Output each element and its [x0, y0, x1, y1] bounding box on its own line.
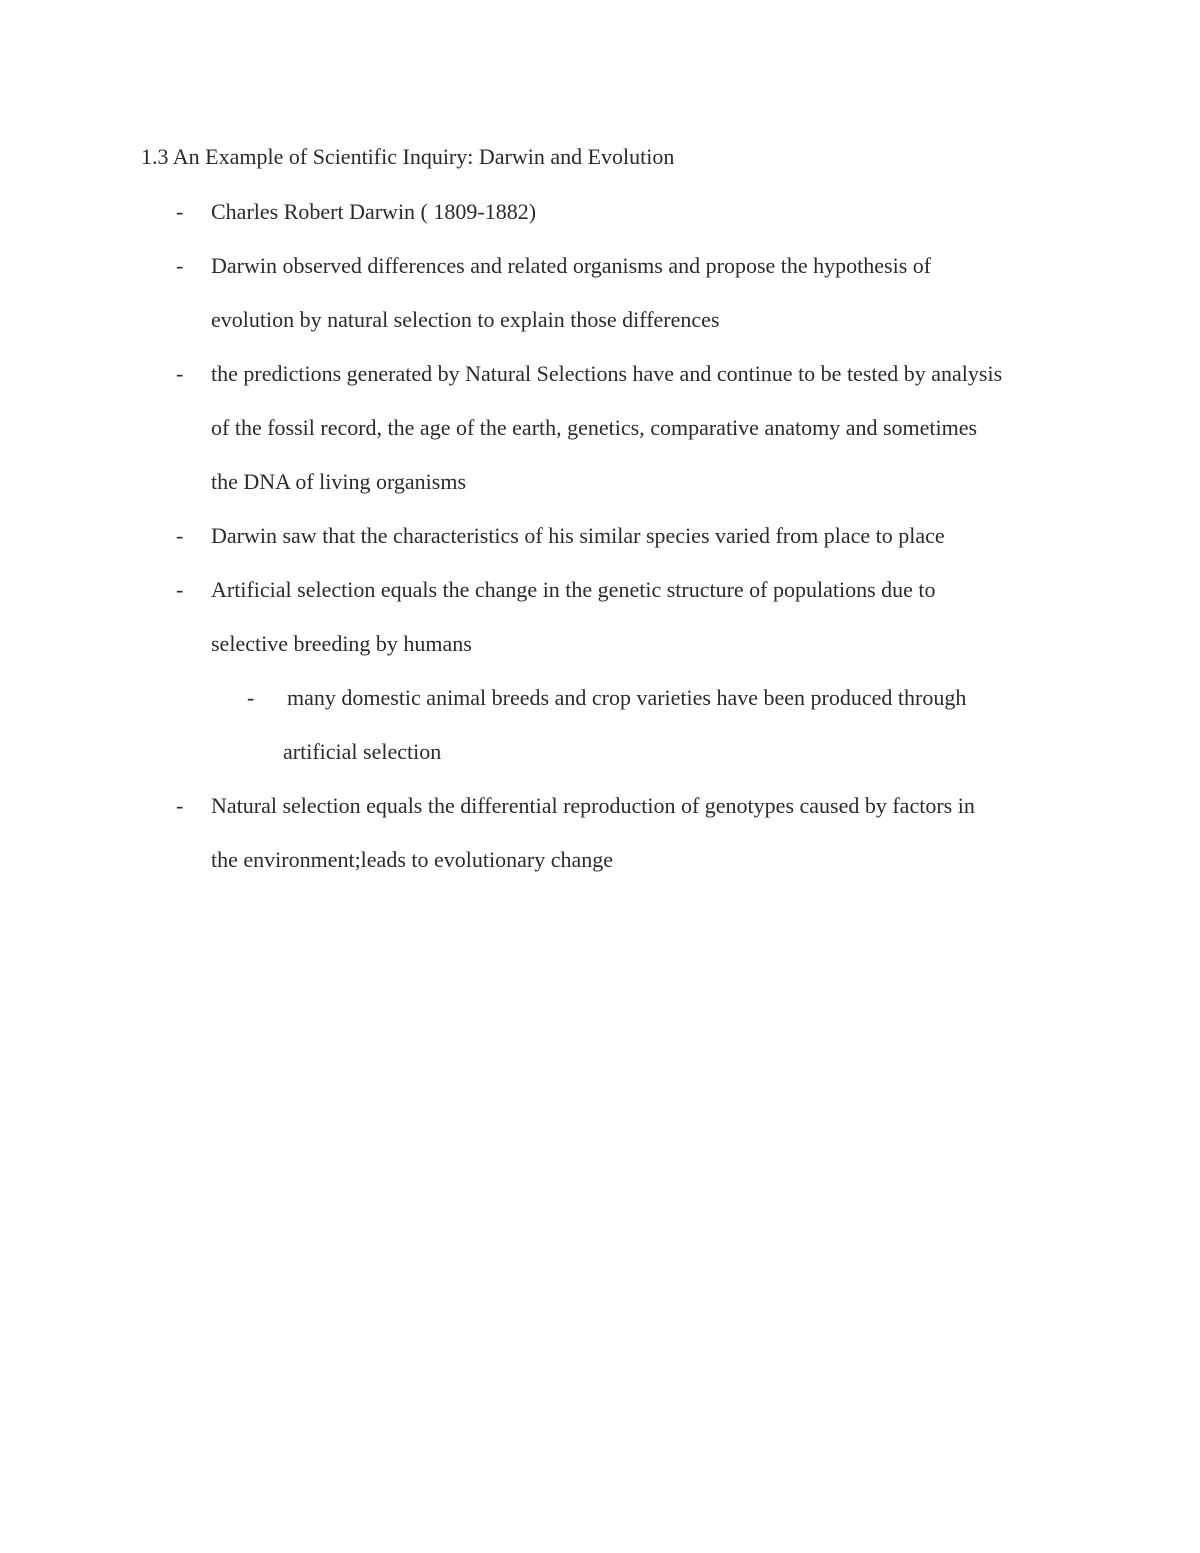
list-item-continuation: the DNA of living organisms	[211, 469, 467, 494]
list-item-continuation: selective breeding by humans	[211, 631, 472, 656]
sub-list-item-continuation: artificial selection	[283, 739, 442, 764]
bullet-marker: -	[176, 523, 184, 548]
list-item: Darwin saw that the characteristics of his similar species varied from place to place	[211, 523, 945, 548]
bullet-marker: -	[176, 577, 184, 602]
list-item: Charles Robert Darwin ( 1809-1882)	[211, 199, 537, 224]
list-item-continuation: of the fossil record, the age of the earth, genetics, comparative anatomy and sometimes	[211, 415, 978, 440]
page-title: 1.3 An Example of Scientific Inquiry: Darwin and Evolution	[141, 144, 675, 169]
bullet-marker: -	[176, 361, 184, 386]
bullet-marker: -	[176, 793, 184, 818]
sub-list-item: many domestic animal breeds and crop varieties have been produced through	[287, 685, 967, 710]
list-item: the predictions generated by Natural Selections have and continue to be tested by analysis	[211, 361, 1003, 386]
list-item: Darwin observed differences and related organisms and propose the hypothesis of	[211, 253, 932, 278]
list-item-continuation: the environment;leads to evolutionary change	[211, 847, 613, 872]
list-item: Natural selection equals the differential reproduction of genotypes caused by factors in	[211, 793, 975, 818]
bullet-marker: -	[176, 253, 184, 278]
list-item-continuation: evolution by natural selection to explain those differences	[211, 307, 720, 332]
bullet-marker: -	[176, 199, 184, 224]
list-item: Artificial selection equals the change in the genetic structure of populations due to	[211, 577, 936, 602]
sub-bullet-marker: -	[247, 685, 255, 710]
